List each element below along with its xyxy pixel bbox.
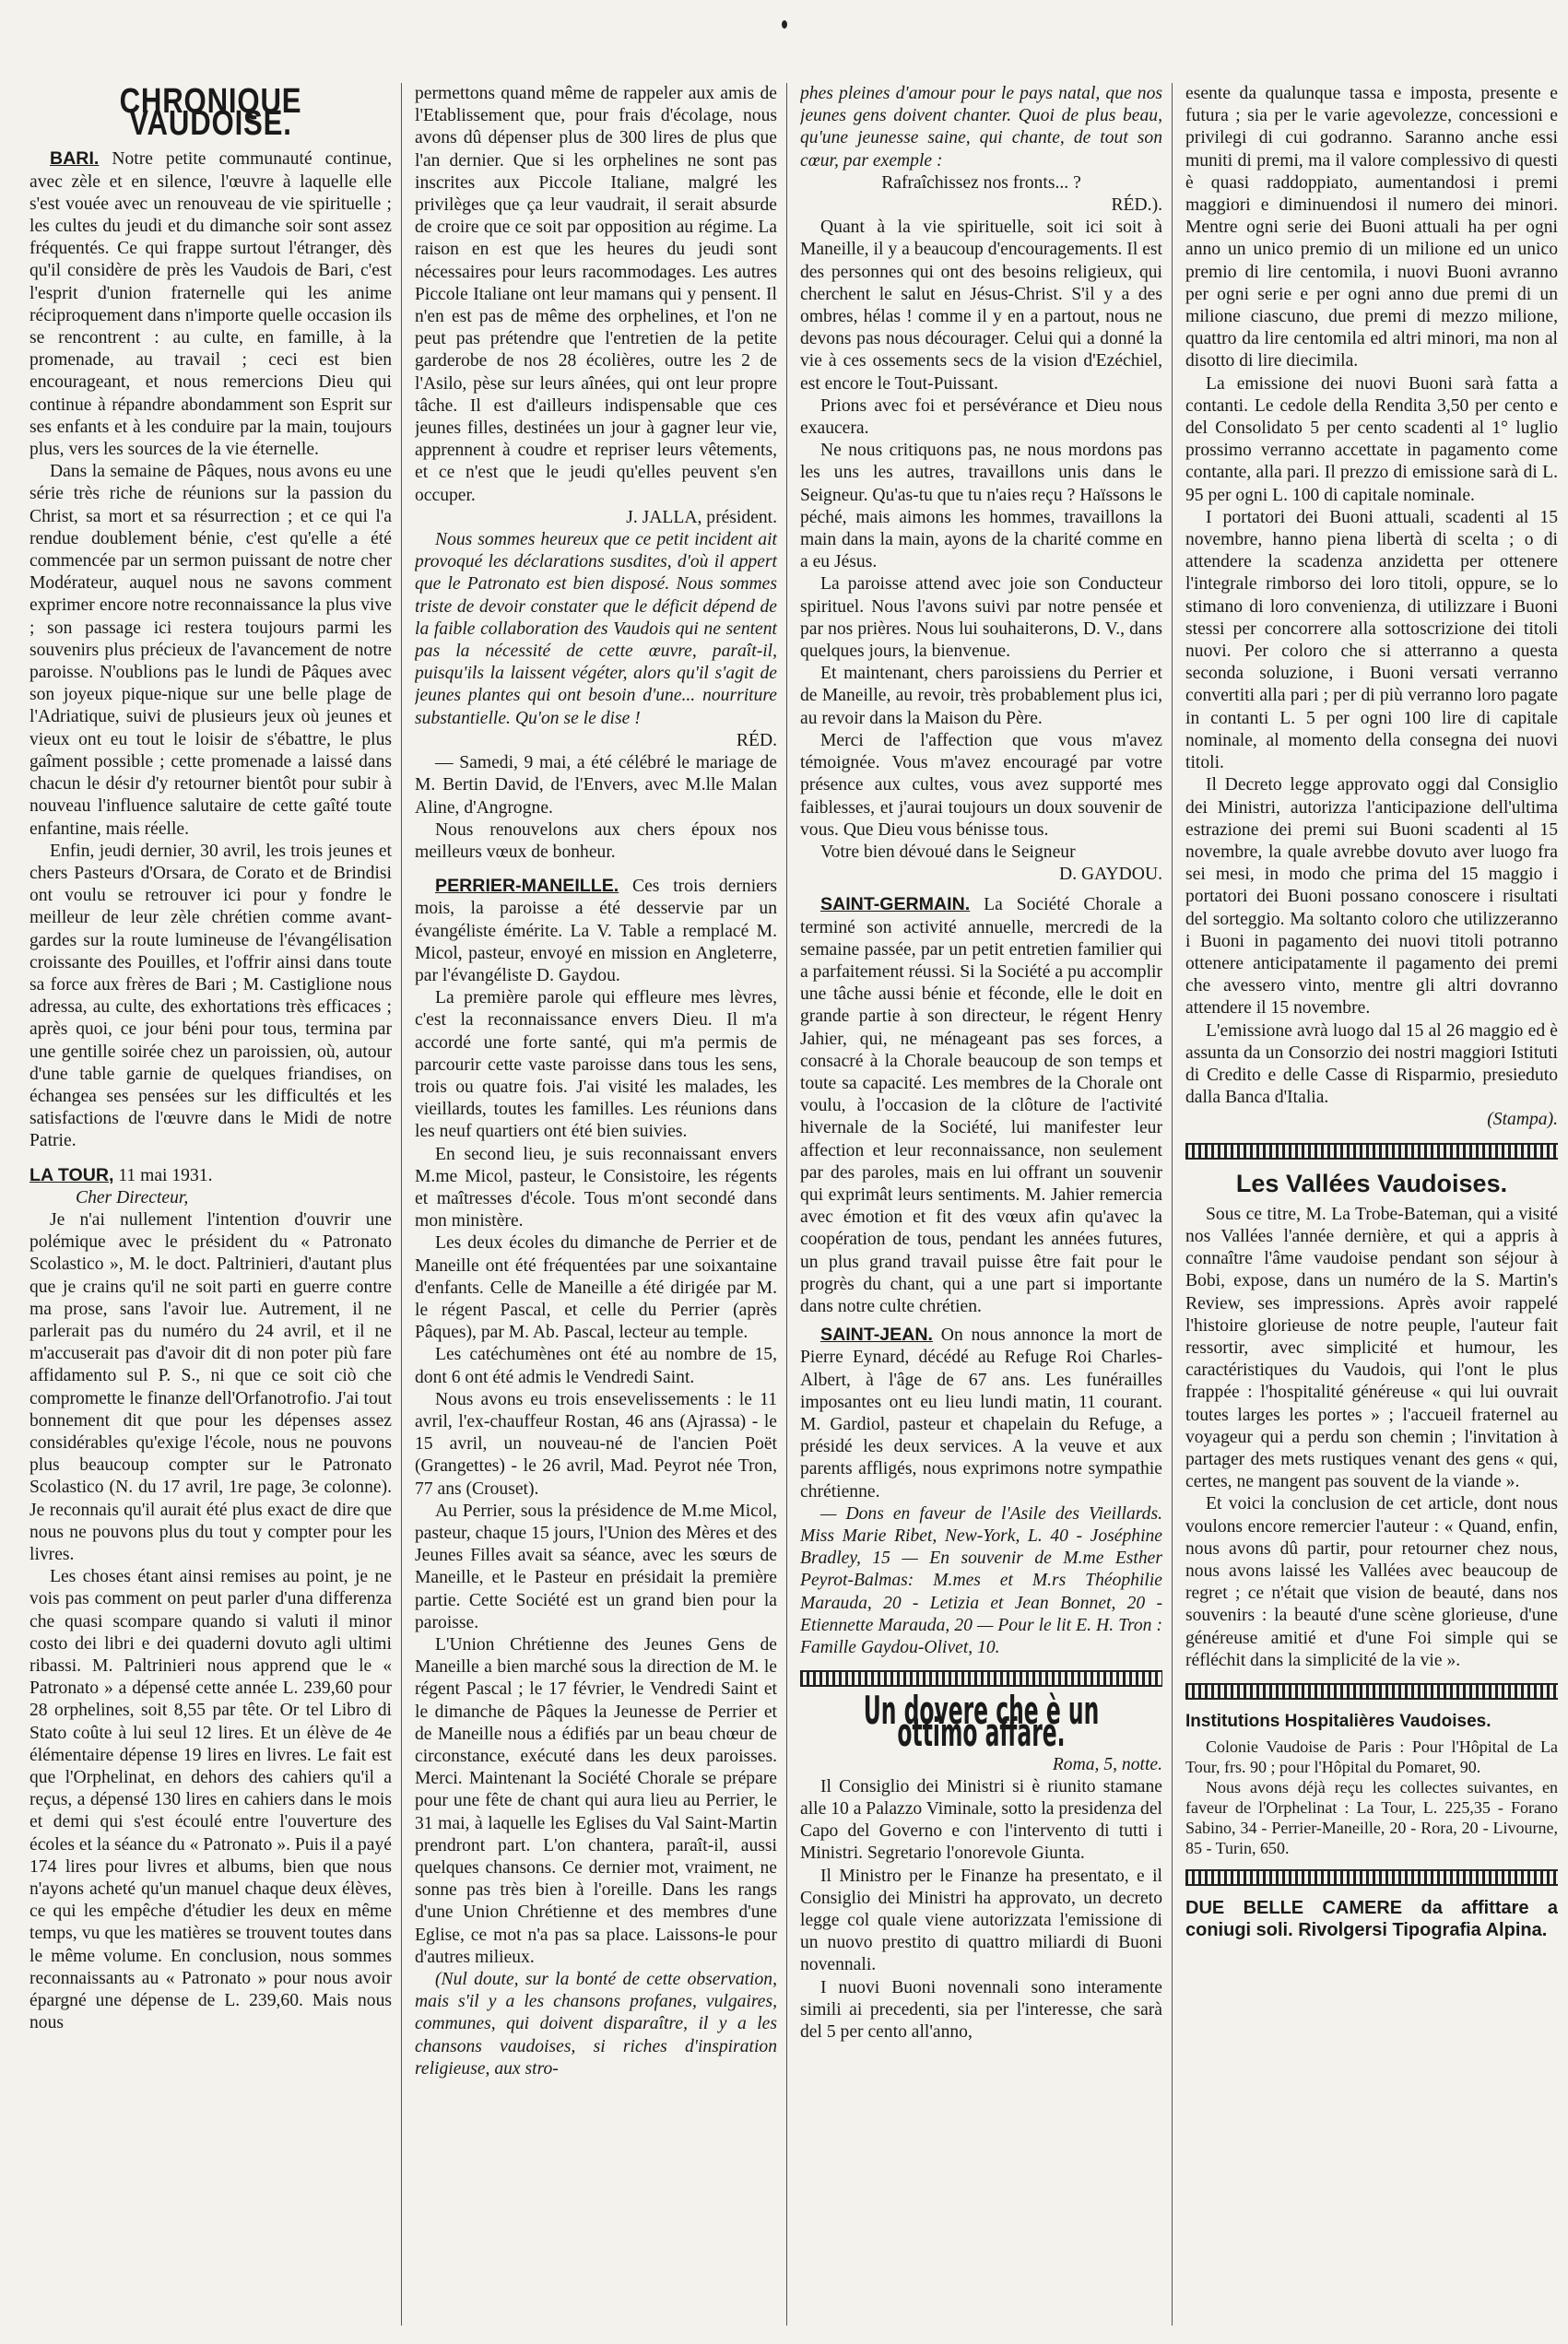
latour-paragraph-1: Je n'ai nullement l'intention d'ouvrir une polémique avec le président du « Patronato Scolastico », M. le doct. Paltrinieri, d'autant plus que je crains qu'il ne soit parti en guerre contre ma prose, sans l'avoir lue. Autrement, il ne parlerait pas du numéro du 24 avril, et il ne m'accuserait pas d'avoir dit di non poter più fare affidamento sul P. S., ni que ce soit ciò che compromette le finanze dell'Orfanotrofio. J'ai tout bonnement dit que pour les dépenses assez considérables qu'exige l'école, nous ne pouvons plus beaucoup compter sur le Patronato Scolastico (N. du 17 avril, 1re page, 3e colonne). Je reconnais qu'il aurait été plus exact de dire que nous ne pouvons plus du tout y compter pour les livres. xyxy=(29,1209,392,1564)
devoted-line: Votre bien dévoué dans le Seigneur xyxy=(820,842,1076,862)
perrier-label: PERRIER-MANEILLE. xyxy=(435,876,619,897)
bari-paragraph-3: Enfin, jeudi dernier, 30 avril, les trois jeunes et chers Pasteurs d'Orsara, de Corato et de Brindisi ont voulu se retrouver ici pour y fondre le meilleur de leur zèle chrétien comme avant-gardes sur la route lumineuse de l'évangélisation croissante des Pouilles, et l'offrir ainsi dans toute sa force aux frères de Bari ; M. Castiglione nous adressa, au culte, des exhortations très efficaces ; après quoi, ce jour béni pour tous, termina par une gentille soirée chez un paroissien, où, autour d'une table garnie de quelques friandises, on échangea ses pensées sur les difficultés et les satisfactions de l'œuvre dans le Midi de notre Patrie. xyxy=(29,841,392,1151)
italian-continued-4: Il Decreto legge approvato oggi dal Consiglio dei Ministri, autorizza l'anticipazione dell'ultima estrazione dei premi sui Buoni scadenti al 15 novembre, la quale avrebbe dovuto aver luogo fra sei mesi, in modo che prima del 15 maggio i portatori dei Buoni possano conoscere i risultati del sorteggio. Ma soltanto coloro che utilizzeranno i Buoni in pagamento dei nuovi titoli potranno ottenere anticipatamente il pagamento dei premi che avessero vinto, mentre gli altri dovranno attendere il 15 novembre. xyxy=(1185,775,1558,1019)
ornament-divider-3 xyxy=(1185,1683,1558,1700)
perrier-note: (Nul doute, sur la bonté de cette observation, mais s'il y a les chansons profanes, vulgaires, communes, qui doivent disparaître, il y a les chansons vaudoises, si riches d'inspiration religieuse, aux stro- xyxy=(415,1970,777,2079)
latour-paragraph-2: Les choses étant ainsi remises au point, je ne vois pas comment on peut parler d'una differenza che quasi scompare quando si valuti il minor costo dei libri e dei quaderni dovuto agli ultimi ribassi. M. Paltrinieri nous apprend que le « Patronato » a dépensé cette année L. 239,60 pour 28 orphelines, soit 8,55 par tête. Or tel Libro di Stato coûte à lui seul 12 lires. Et un élève de 4e élémentaire dépense 19 lires en livres. Le fait est que l'Orphelinat, en dehors des cahiers qu'il a reçus, a dépensé 130 lires en cahiers dans le mois et demi qui s'est écoulé entre l'ouverture des écoles et la séance du « Patronato ». Puis il a payé 174 lires pour livres et albums, bien que nous n'ayons acheté qu'un manuel chaque deux élèves, ce qui les empêche d'étudier les deux en même temps, vu que les matières se trouvent toutes dans le même volume. En conclusion, nous sommes reconnaissants au « Patronato » pour nous avoir épargné une dépense de L. 239,60. Mais nous nous xyxy=(29,1567,392,2033)
critique-paragraph: Ne nous critiquons pas, ne nous mordons pas les uns les autres, travaillons unis dans le Seigneur. Qu'as-tu que tu n'aies reçu ? Haïssons le péché, mais aimons les hommes, travaillons la main dans la main, ayons de la charité comme en a eu Jésus. xyxy=(800,441,1162,572)
sg-label: SAINT-GERMAIN. xyxy=(820,894,971,915)
latour-label: LA TOUR, xyxy=(29,1164,114,1185)
perrier-paragraph-4: Les deux écoles du dimanche de Perrier et de Maneille ont été fréquentées par une soixantaine d'enfants. Celle de Maneille a été dirigée par M. le régent Pascal, et celle du Perrier (après Pâques), par M. Ab. Pascal, lecteur au temple. xyxy=(415,1233,777,1343)
perrier-paragraph-7: Au Perrier, sous la présidence de M.me Micol, pasteur, chaque 15 jours, l'Union des Mères et des Jeunes Filles avait sa séance, avec les sœurs de Maneille, et le Pasteur en présidait la première partie. Cette Société est un grand bien pour la paroisse. xyxy=(415,1501,777,1632)
farewell-paragraph: Et maintenant, chers paroissiens du Perrier et de Maneille, au revoir, très probablement plus ici, au revoir dans la Maison du Père. xyxy=(800,664,1162,728)
donations-paragraph: — Dons en faveur de l'Asile des Vieillards. Miss Marie Ribet, New-York, L. 40 - Joséphine Bradley, 15 — En souvenir de M.me Esther Peyrot-Balmas: M.mes et M.rs Théophilie Marauda, 20 - Letizia et Jean Bonnet, 20 - Etiennette Marauda, 20 — Pour le lit E. H. Tron : Famille Gaydou-Olivet, 10. xyxy=(800,1503,1162,1658)
editor-note: Nous sommes heureux que ce petit incident ait provoqué les déclarations susdites, d'où il appert que le Patronato est bien disposé. Nous sommes triste de devoir constater que le déficit dépend de la faible collaboration des Vaudois qui ne sentent pas la nécessité de cette œuvre, paraît-il, puisqu'ils la laissent végéter, alors qu'il s'agit de jeunes plantes qui ont besoin d'une... nourriture substantielle. Qu'on se le dise ! xyxy=(415,530,777,728)
italian-paragraph-1: Il Consiglio dei Ministri si è riunito stamane alle 10 a Palazzo Viminale, sotto la presidenza del Capo del Governo e con l'intervento di tutti i Ministri. Segretario l'onorevole Giunta. xyxy=(800,1776,1162,1864)
italian-continued-3: I portatori dei Buoni attuali, scadenti al 15 novembre, hanno piena libertà di scelta ; o di attendere la scadenza anzidetta per ottenere l'integrale rimborso dei loro titoli, oppure, se lo stimano di loro convenienza, di utilizzare i Buoni stessi per concorrere alla sottoscrizione dei titoli nuovi. Per coloro che si atterranno a questa seconda soluzione, i Buoni versati verranno convertiti alla pari ; per di più verranno loro pagate in contanti L. 5 per ogni 100 lire di capitale nominale, al momento della consegna dei nuovi titoli. xyxy=(1185,507,1558,773)
verse: Rafraîchissez nos fronts... ? xyxy=(881,172,1081,193)
bari-paragraph-1 xyxy=(29,147,392,461)
italian-continued-2: La emissione dei nuovi Buoni sarà fatta a contanti. Le cedole della Rendita 3,50 per cento e del Consolidato 5 per cento scadenti al 1° luglio prossimo verranno accettate in pagamento come contante, alla pari. Il prezzo di emissione sarà di L. 95 per ogni L. 100 di capitale nominale. xyxy=(1185,373,1558,505)
institutions-paragraph-2: Nous avons déjà reçu les collectes suivantes, en faveur de l'Orphelinat : La Tour, L. 225,35 - Forano Sabino, 34 - Perrier-Maneille, 20 - Rora, 20 - Livourne, 85 - Turin, 650. xyxy=(1185,1778,1558,1858)
perrier-paragraph-1 xyxy=(415,875,777,987)
classified-ad: DUE BELLE CAMERE da affittare a coniugi soli. Rivolgersi Tipografia Alpina. xyxy=(1185,1898,1558,1941)
vallees-paragraph-2: Et voici la conclusion de cet article, dont nous voulons encore remercier l'auteur : « Quand, enfin, nous avons dû partir, pour retourner chez nous, nous avons laissé les Vallées avec beaucoup de regret ; ce n'était que vision de beauté, dans nos souvenirs : la beauté d'une scène glorieuse, d'une généreuse amitié et d'une Foi simple qui se réfléchit dans la simplicité de la vie ». xyxy=(1185,1494,1558,1670)
sj-label: SAINT-JEAN. xyxy=(820,1325,933,1346)
italian-article-title: Un dovere che è un ottimo affare. xyxy=(863,1688,1100,1756)
latour-date: 11 mai 1931. xyxy=(113,1165,213,1185)
sj-text: On nous annonce la mort de Pierre Eynard, décédé au Refuge Roi Charles-Albert, à l'âge de 67 ans. Les funérailles imposantes ont eu lieu lundi matin, 11 courant. M. Gardiol, pasteur et chapelain du Refuge, a présidé les deux services. A la veuve et aux parents affligés, nous exprimons notre sympathie chrétienne. xyxy=(800,1325,1162,1502)
sg-text: La Société Chorale a terminé son activité annuelle, mercredi de la semaine passée, par un petit entretien familier qui a parfaitement réussi. Si la Société a pu accomplir une tâche aussi bénie et féconde, elle le doit en grande partie à son directeur, le régent Henry Jahier, qui, ne ménageant pas ses forces, a consacré à la Chorale beaucoup de son temps et toute sa capacité. Les membres de la Chorale ont voulu, à l'occasion de la clôture de l'activité hivernale de la Société, lui manifester leur affection et leur reconnaissance, non seulement par des paroles, mais en lui offrant un souvenir qui exprimât leurs sentiments. M. Jahier remercia avec émotion et fit des vœux afin qu'avec la coopération de tous, pendant les années futures, un plus grand travail puisse être fait pour le progrès du chant, qui a une part si importante dans notre culte chrétien. xyxy=(800,895,1162,1316)
red-signature: RÉD. xyxy=(736,730,777,750)
vallees-paragraph-1: Sous ce titre, M. La Trobe-Bateman, qui a visité nos Vallées l'année dernière, et qui a appris à connaître l'âme vaudoise pendant son séjour à Bobi, expose, dans un numéro de la S. Martin's Review, ses impressions. Après avoir rappelé l'histoire glorieuse de notre peuple, l'auteur fait ressortir, avec simplicité et humour, les caractéristiques du Vaudois, qui l'ont le plus frappée : l'hospitalité généreuse « qui lui ouvrait toutes larges les portes » ; l'accueil fraternel au voyageur qui a perdu son chemin ; l'invitation à partager des mets rustiques venant des gens « qui, certes, ne mangent pas souvent de la viande ». xyxy=(1185,1204,1558,1492)
spiritual-paragraph: Quant à la vie spirituelle, soit ici soit à Maneille, il y a beaucoup d'encouragements. Il est des personnes qui ont des besoins religieux, qui cherchent le salut en Jésus-Christ. S'il y a des ombres, hélas ! comme il y en a partout, nous ne devons pas nous décourager. Celui qui a donné la vie à ces ossements secs de la vision d'Ezéchiel, est encore le Tout-Puissant. xyxy=(800,218,1162,394)
perrier-paragraph-6: Nous avons eu trois ensevelissements : le 11 avril, l'ex-chauffeur Rostan, 46 ans (Ajrassa) - le 15 avril, un nouveau-né de l'ancien Poët (Grangettes) - le 26 avril, Mad. Peyrot née Tron, 77 ans (Crouset). xyxy=(415,1389,777,1499)
column-3 xyxy=(800,83,1173,2326)
wishes-paragraph: Nous renouvelons aux chers époux nos meilleurs vœux de bonheur. xyxy=(415,819,777,862)
dateline: Roma, 5, notte. xyxy=(1052,1754,1162,1774)
bari-label: BARI. xyxy=(50,148,100,170)
stampa-source: (Stampa). xyxy=(1487,1110,1558,1130)
sj-paragraph xyxy=(800,1324,1162,1503)
latour-continued: permettons quand même de rappeler aux amis de l'Etablissement que, pour frais d'écolage, nous avons dû dépenser plus de 300 lires de plus que l'an dernier. Que si les orphelines ne sont pas inscrites aux Piccole Italiane, malgré les privilèges que ça leur vaudrait, il serait absurde de croire que ce soit par opposition au régime. La raison en est que les heures du jeudi sont nécessaires pour leurs racommodages. Les autres Piccole Italiane ont leur mamans qui y pensent. Il n'en est pas de même des orphelines, et l'on ne peut pas prétendre que l'entretien de la petite garderobe de nos 28 écolières, outre les 2 de l'Asilo, pèse sur leurs aînées, qui ont leur propre tâche. Il est d'ailleurs indispensable que ces jeunes filles, destinées un jour à gagner leur vie, apprennent à coudre et repriser leurs vêtements, et ce n'est que le jeudi qu'elles peuvent s'en occuper. xyxy=(415,84,777,505)
bari-paragraph-2: Dans la semaine de Pâques, nous avons eu une série très riche de réunions sur la passion du Christ, sa mort et sa résurrection ; et ce qui l'a rendue doublement bénie, c'est qu'elle a été commencée par un sermon puissant de notre cher Modérateur, auquel nous ne savons comment exprimer encore notre reconnaissance la plus vive ; son passage ici restera toujours parmi les souvenirs plus précieux de l'avancement de notre paroisse. N'oublions pas le lundi de Pâques avec son joyeux pique-nique sur une belle plage de l'Adriatique, suivi de plusieurs jeux où jeunes et vieux ont eu tout le loisir de s'ébattre, le plus gaîment possible ; cette promenade a laissé dans chacun le désir d'y retourner bientôt pour subir à nouveau l'influence salutaire de cette gaîté toute enfantine, mais réelle. xyxy=(29,462,392,839)
vallees-title: Les Vallées Vaudoises. xyxy=(1235,1169,1508,1197)
bari-text-1: Notre petite communauté continue, avec zèle et en silence, l'œuvre à laquelle elle s'est vouée avec un renouveau de vie spirituelle ; les cultes du jeudi et du dimanche soir sont assez fréquentés. Ce qui frappe surtout l'étranger, dès qu'il considère de près les Vaudois de Bari, c'est l'esprit d'union fraternelle qui les anime réciproquement dans n'importe quelle occasion ils se rencontrent : au culte, en famille, à la promenade, au travail ; ceci est bien encourageant, et nous remercions Dieu qui continue à répandre abondamment son Esprit sur ses enfants et à les conduire par la main, toujours plus, vers les sources de la vie éternelle. xyxy=(29,149,392,460)
institutions-paragraph-1: Colonie Vaudoise de Paris : Pour l'Hôpital de La Tour, frs. 90 ; pour l'Hôpital du Pomaret, 90. xyxy=(1185,1737,1558,1777)
column-4 xyxy=(1185,83,1558,2326)
perrier-paragraph-5: Les catéchumènes ont été au nombre de 15, dont 6 ont été admis le Vendredi Saint. xyxy=(415,1345,777,1387)
perrier-paragraph-2: La première parole qui effleure mes lèvres, c'est la reconnaissance envers Dieu. Il m'a accordé une forte santé, qui m'a permis de parcourir cette vaste paroisse dans tous les sens, trois ou quatre fois. J'ai visité les malades, les vieillards, toutes les familles. Les réunions dans les neuf quartiers ont été bien suivies. xyxy=(415,988,777,1142)
institutions-title: Institutions Hospitalières Vaudoises. xyxy=(1185,1712,1491,1732)
column-2 xyxy=(415,83,787,2326)
italian-paragraph-3: I nuovi Buoni novennali sono interamente simili ai precedenti, sia per l'interesse, che sarà del 5 per cento all'anno, xyxy=(800,1977,1162,2043)
pray-paragraph: Prions avec foi et persévérance et Dieu nous exaucera. xyxy=(800,395,1162,439)
jalla-signature: J. JALLA, président. xyxy=(626,507,777,527)
perrier-paragraph-8: L'Union Chrétienne des Jeunes Gens de Maneille a bien marché sous la direction de M. le régent Pascal ; le 17 février, le Vendredi Saint et le dimanche de Pâques la Jeunesse de Perrier et de Maneille nous a édifiés par un beau chœur de circonstance, exécuté dans les deux paroisses. Merci. Maintenant la Société Chorale se prépare pour une fête de chant qui aura lieu au Perrier, le 31 mai, à laquelle les Eglises du Val Saint-Martin prendront part. L'on chantera, paraît-il, aussi quelques chansons. Ce dernier mot, vraiment, ne sonne pas très bien à l'oreille. Dans les rangs d'une Union Chrétienne et des membres d'une Eglise, ce mot n'a pas sa place. Laissons-le pour d'autres milieux. xyxy=(415,1635,777,1967)
ornament-divider-4 xyxy=(1185,1869,1558,1886)
wedding-paragraph: — Samedi, 9 mai, a été célébré le mariage de M. Bertin David, de l'Envers, avec M.lle Malan Aline, d'Angrogne. xyxy=(415,753,777,818)
perrier-text-1: Ces trois derniers mois, la paroisse a été desservie par un évangéliste émérite. La V. Table a remplacé M. Micol, pasteur, envoyé en mission en Angleterre, par l'évangéliste D. Gaydou. xyxy=(415,877,777,985)
ornament-divider xyxy=(800,1670,1162,1687)
sg-paragraph xyxy=(800,893,1162,1318)
salutation: Cher Directeur, xyxy=(76,1187,189,1207)
note-continued: phes pleines d'amour pour le pays natal, que nos jeunes gens doivent chanter. Quoi de plus beau, qu'une jeunesse saine, qui chante, de tout son cœur, par exemple : xyxy=(800,84,1162,171)
red-signature-2: RÉD.). xyxy=(1111,195,1162,216)
italian-paragraph-2: Il Ministro per le Finanze ha presentato, e il Consiglio dei Ministri ha approvato, un decreto legge col quale viene autorizzata l'emissione di un nuovo prestito di quattro miliardi di Buoni novennali. xyxy=(800,1866,1162,1975)
italian-continued-5: L'emissione avrà luogo dal 15 al 26 maggio ed è assunta da un Consorzio dei nostri maggiori Istituti di Credito e delle Casse di Risparmio, presieduto dalla Banca d'Italia. xyxy=(1185,1020,1558,1108)
columns xyxy=(29,83,1558,2326)
ornament-divider-2 xyxy=(1185,1143,1558,1160)
gaydou-signature: D. GAYDOU. xyxy=(1059,865,1162,885)
section-title: CHRONIQUE VAUDOISE. xyxy=(119,83,302,144)
column-1 xyxy=(29,83,402,2326)
page-mark xyxy=(782,20,787,29)
thanks-paragraph: Merci de l'affection que vous m'avez témoignée. Vous m'avez encouragé par votre présence aux cultes, vous avez supporté mes faiblesses, et j'aurai toujours un doux souvenir de vous. Que Dieu vous bénisse tous. xyxy=(800,730,1162,840)
italian-continued-1: esente da qualunque tassa e imposta, presente e futura ; sia per le varie agevolezze, concessioni e privilegi di cui godranno. Saranno anche essi muniti di premi, ma il valore complessivo di questi è quasi raddoppiato, aumentandosi i premi maggiori e diminuendosi il numero dei minori. Mentre ogni serie dei Buoni attuali ha per ogni anno un unico premio di un milione ed un unico premio di lire centomila, i nuovi Buoni avranno per ogni serie e per ogni anno due premi di un milione ciascuno, due premi di mezzo milione, quattro da lire centomila ed altri minori, ma non al disotto di lire diecimila. xyxy=(1185,84,1558,371)
conductor-paragraph: La paroisse attend avec joie son Conducteur spirituel. Nous l'avons suivi par notre pensée et par nos prières. Nous lui souhaiterons, D. V., dans quelques jours, la bienvenue. xyxy=(800,574,1162,662)
latour-header xyxy=(29,1164,392,1187)
perrier-paragraph-3: En second lieu, je suis reconnaissant envers M.me Micol, pasteur, le Consistoire, les régents et maîtresses d'école. Tous m'ont secondé dans mon ministère. xyxy=(415,1144,777,1231)
